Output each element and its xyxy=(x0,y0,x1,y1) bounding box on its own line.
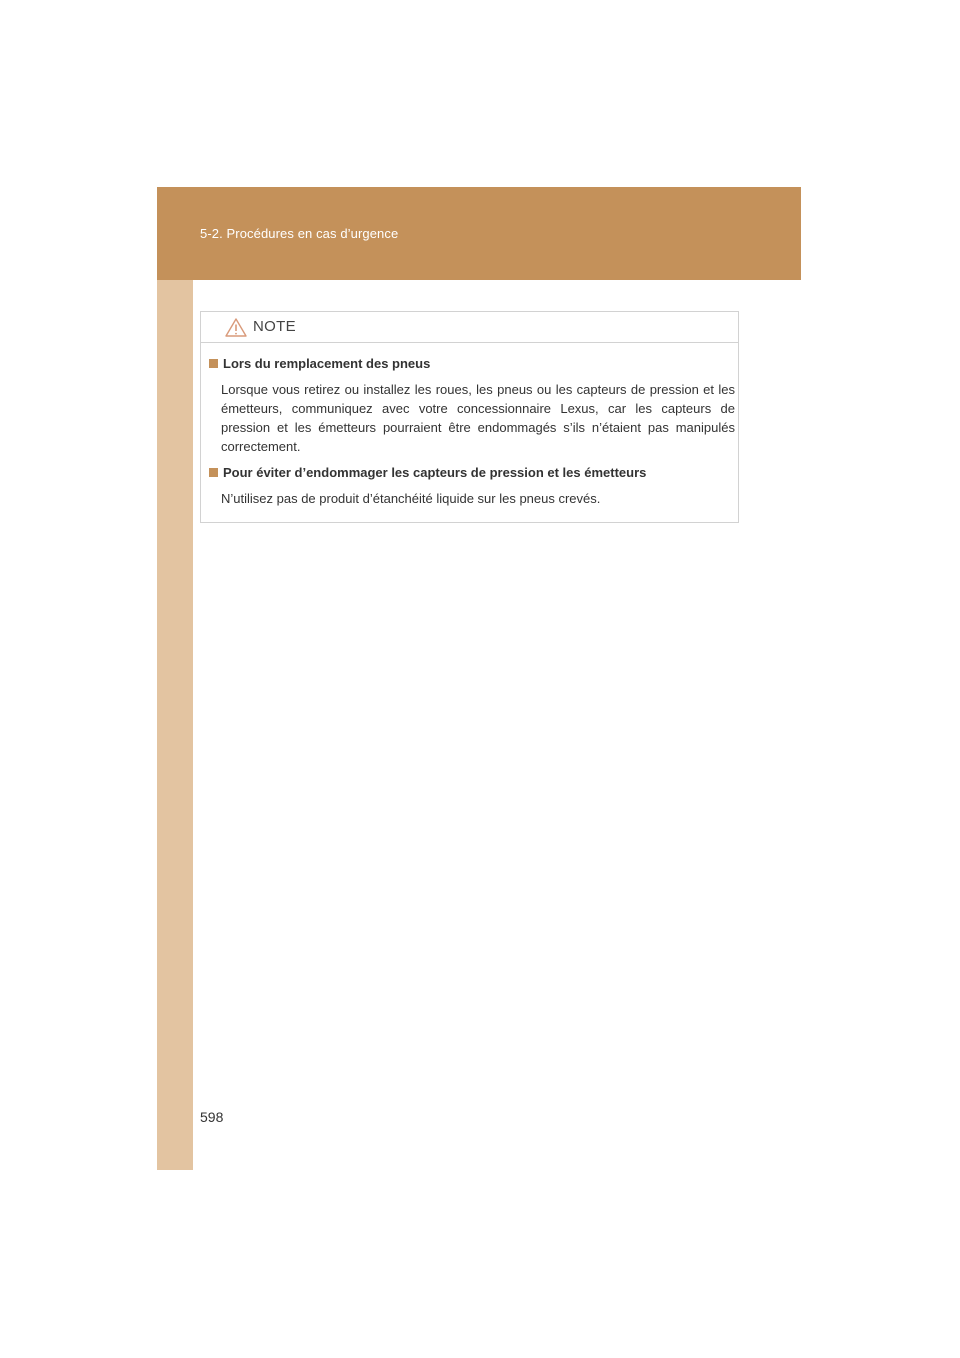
square-bullet-icon xyxy=(209,359,218,368)
section-heading xyxy=(209,465,646,480)
page-number: 598 xyxy=(200,1109,224,1125)
warning-triangle-icon xyxy=(225,318,247,337)
side-strip xyxy=(157,280,193,1170)
note-box xyxy=(200,311,739,523)
section-title: 5-2. Procédures en cas d’urgence xyxy=(200,226,399,241)
note-header xyxy=(201,312,738,343)
section-body: Lorsque vous retirez ou installez les roues, les pneus ou les capteurs de pression et les émetteurs, communiquez avec votre concessionnaire Lexus, car les capteurs de pression et les émetteurs pourraient être endommagés s’ils n’étaient pas manipulés correctement. xyxy=(221,382,735,454)
square-bullet-icon xyxy=(209,468,218,477)
section-heading-text: Lors du remplacement des pneus xyxy=(223,356,431,371)
note-label: NOTE xyxy=(253,318,296,335)
section-heading xyxy=(209,356,430,371)
section-body: N’utilisez pas de produit d’étanchéité liquide sur les pneus crevés. xyxy=(221,491,601,506)
section-heading-text: Pour éviter d’endommager les capteurs de pression et les émetteurs xyxy=(223,465,647,480)
